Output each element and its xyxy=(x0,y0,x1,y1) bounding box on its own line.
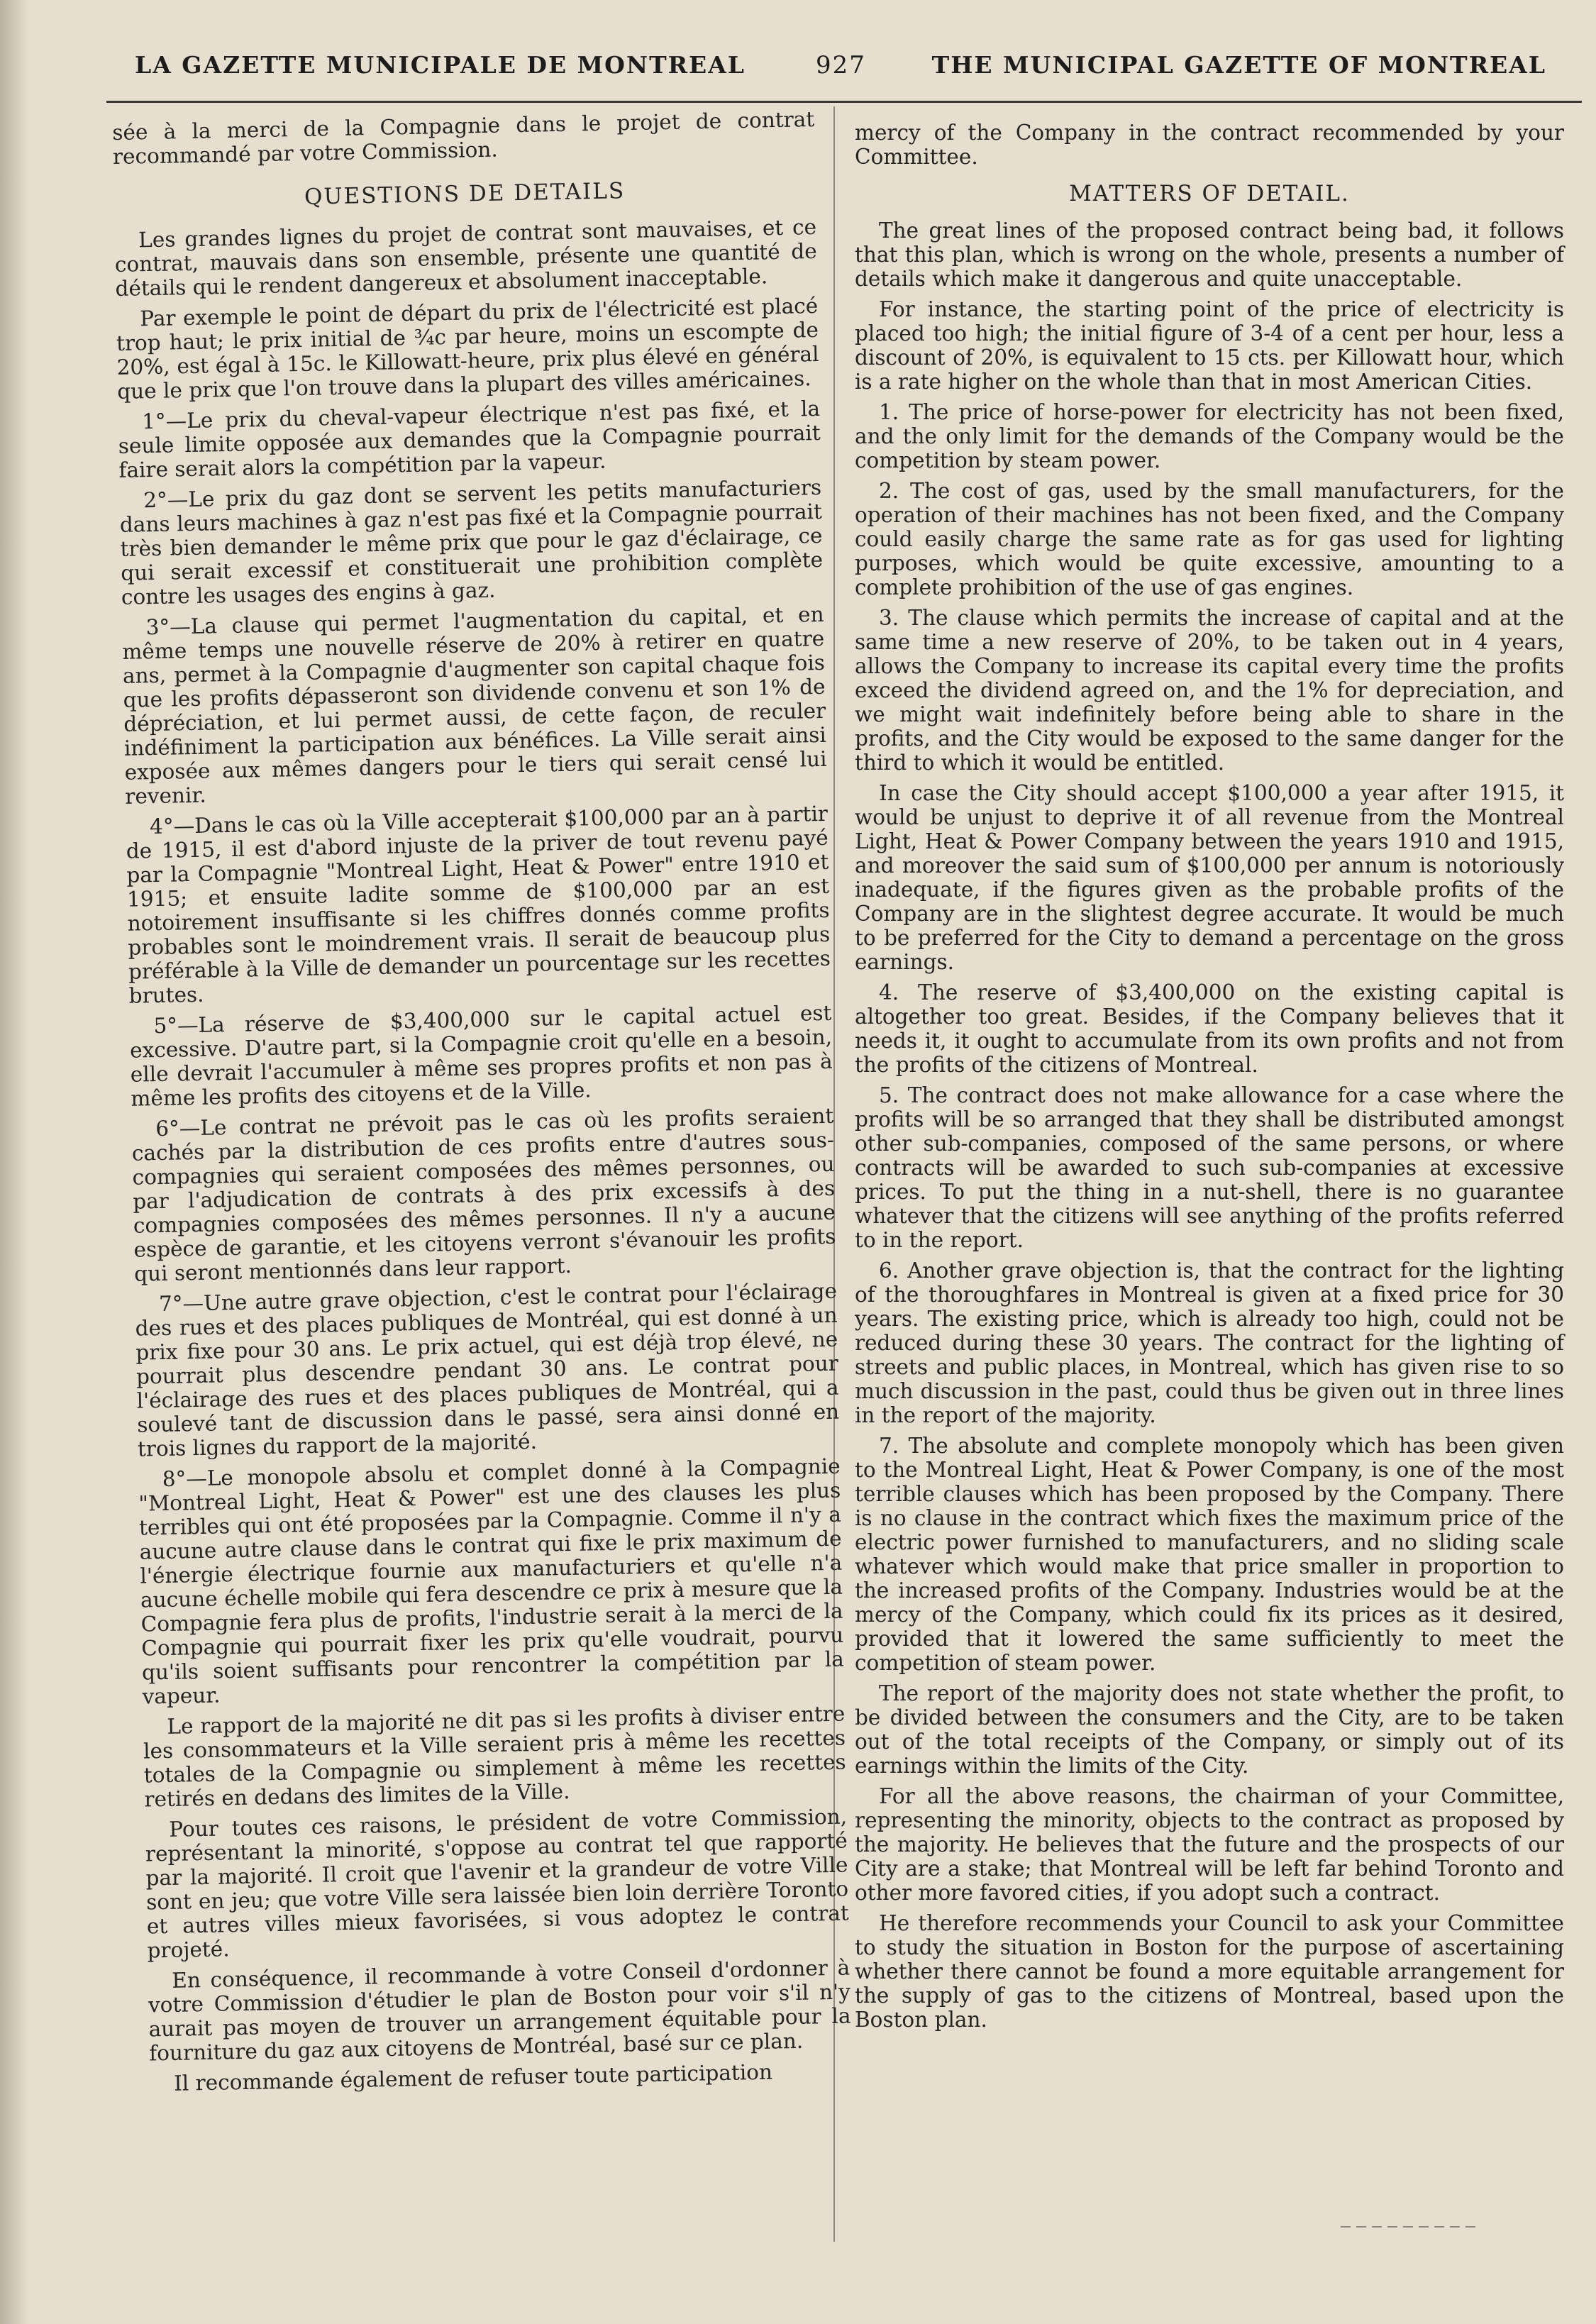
english-paragraph: 7. The absolute and complete monopoly which has been given to the Montreal Light, Heat & Power Company, is one of the most terrible clauses which has been proposed by the Company. There is no clause in the contract which fixes the maximum price of the electric power furnished to manufacturers, and no sliding scale whatever which would make that price smaller in proportion to the increased profits of the Company. Industries would be at the mercy of the Company, which could fix its prices as it desired, provided that it lowered the same sufficiently to meet the competition of steam power. xyxy=(855,1434,1564,1675)
page-header xyxy=(106,51,1561,94)
english-paragraph: 5. The contract does not make allowance for a case where the profits will be so arranged that they shall be distributed amongst other sub-companies, composed of the same persons, or where contracts will be awarded to such sub-companies at excessive prices. To put the thing in a nut-shell, there is no guarantee whatever that the citizens will see anything of the profits referred to in the report. xyxy=(855,1083,1564,1252)
french-heading: QUESTIONS DE DETAILS xyxy=(304,178,626,210)
french-paragraph: Le rapport de la majorité ne dit pas si les profits à diviser entre les consommateurs et la Ville seraient pris à même les recettes totales de la Compagnie ou simplement à même les recettes retirés en dedans des limites de la Ville. xyxy=(143,1701,846,1812)
english-paragraph: 1. The price of horse-power for electricity has not been fixed, and the only limit for the demands of the Company would be the competition by steam power. xyxy=(855,400,1564,472)
french-paragraph: 4°—Dans le cas où la Ville accepterait $100,000 par an à partir de 1915, il est d'abord injuste de la priver de tout revenu payé par la Compagnie "Montreal Light, Heat & Power" entre 1910 et 1915; et ensuite ladite somme de $100,000 par an est notoirement insuffisante si les chiffres donnés comme profits probables sont le moindrement vrais. Il serait de beaucoup plus préférable à la Ville de demander un pourcentage sur les recettes brutes. xyxy=(126,801,831,1008)
french-lead: sée à la merci de la Compagnie dans le projet de contrat recommandé par votre Commission. xyxy=(112,106,815,169)
french-paragraph: 8°—Le monopole absolu et complet donné à la Compagnie "Montreal Light, Heat & Power" est une des clauses les plus terribles qui ont été proposées par la Compagnie. Comme il n'y a aucune autre clause dans le contrat qui fixe le prix maximum de l'énergie électrique fournie aux manufacturiers et qu'elle n'a aucune échelle mobile qui fera descendre ce prix à mesure que la Compagnie fera plus de profits, l'industrie serait à la merci de la Compagnie qui pourrait fixer les prix qu'elle voudrait, pourvu qu'ils soient suffisants pour rencontrer la compétition par la vapeur. xyxy=(138,1454,845,1709)
bottom-rule xyxy=(1341,2226,1475,2228)
french-paragraph: 3°—La clause qui permet l'augmentation du capital, et en même temps une nouvelle réserve de 20% à retirer en quatre ans, permet à la Compagnie d'augmenter son capital chaque fois que les profits dépasseront son dividende convenu et son 1% de dépréciation, et lui permet aussi, de cette façon, de reculer indéfiniment la participation aux bénéfices. La Ville serait ainsi exposée aux mêmes dangers pour le tiers qui serait censé lui revenir. xyxy=(122,602,827,809)
french-paragraph: 7°—Une autre grave objection, c'est le contrat pour l'éclairage des rues et des places publiques de Montréal, qui est donné à un prix fixe pour 30 ans. Le prix actuel, qui est déjà trop élevé, ne pourrait plus descendre pendant 30 ans. Le contrat pour l'éclairage des rues et des places publiques de Montréal, qui a soulevé tant de discussion dans le passé, sera ainsi donné en trois lignes du rapport de la majorité. xyxy=(135,1278,840,1461)
english-heading: MATTERS OF DETAIL. xyxy=(1069,181,1350,206)
english-paragraph: He therefore recommends your Council to ask your Committee to study the situation in Boston for the purpose of ascertaining whether there cannot be found a more equitable arrangement for the supply of gas to the citizens of Montreal, based upon the Boston plan. xyxy=(855,1911,1564,2032)
page-number: 927 xyxy=(816,51,866,79)
english-paragraph: For all the above reasons, the chairman of your Committee, representing the minority, objects to the contract as proposed by the majority. He believes that the future and the prospects of our City are a stake; that Montreal will be left far behind Toronto and other more favored cities, if you adopt such a contract. xyxy=(855,1784,1564,1905)
french-paragraph: 2°—Le prix du gaz dont se servent les petits manufacturiers dans leurs machines à gaz n'est pas fixé et la Compagnie pourrait très bien demander le même prix que pour le gaz d'éclairage, ce qui serait excessif et constituerait une prohibition complète contre les usages des engins à gaz. xyxy=(119,475,824,609)
english-column xyxy=(855,121,1564,2038)
french-paragraph: Par exemple le point de départ du prix de l'électricité est placé trop haut; le prix initial de ¾c par heure, moins un escompte de 20%, est égal à 15c. le Killowatt-heure, prix plus élevé en général que le prix que l'on trouve dans la plupart des villes américaines. xyxy=(116,293,819,404)
binding-shadow xyxy=(0,0,28,2324)
english-paragraph: For instance, the starting point of the price of electricity is placed too high; the initial figure of 3-4 of a cent per hour, less a discount of 20%, is equivalent to 15 cts. per Killowatt hour, which is a rate higher on the whole than that in most American Cities. xyxy=(855,297,1564,394)
english-paragraph: 2. The cost of gas, used by the small manufacturers, for the operation of their machines has not been fixed, and the Company could easily charge the same rate as for gas used for lighting purposes, which would be quite excessive, amounting to a complete prohibition of the use of gas engines. xyxy=(855,479,1564,599)
header-english-title: THE MUNICIPAL GAZETTE OF MONTREAL xyxy=(931,51,1546,79)
french-paragraph: En conséquence, il recommande à votre Conseil d'ordonner à votre Commission d'étudier le plan de Boston pour voir s'il n'y aurait pas moyen de trouver un arrangement équitable pour la fourniture du gaz aux citoyens de Montréal, basé sur ce plan. xyxy=(148,1955,851,2066)
english-lead: mercy of the Company in the contract recommended by your Committee. xyxy=(855,121,1564,169)
english-paragraph: The report of the majority does not state whether the profit, to be divided between the consumers and the City, are to be taken out of the total receipts of the Company, or simply out of its earnings within the limits of the City. xyxy=(855,1681,1564,1778)
header-rule xyxy=(106,101,1582,103)
french-paragraph: 5°—La réserve de $3,400,000 sur le capital actuel est excessive. D'autre part, si la Compagnie croit qu'elle en a besoin, elle devrait l'accumuler à même ses propres profits et non pas à même les profits des citoyens et de la Ville. xyxy=(129,1000,833,1111)
french-paragraph: Les grandes lignes du projet de contrat sont mauvaises, et ce contrat, mauvais dans son ensemble, présente une quantité de détails qui le rendent dangereux et absolument inacceptable. xyxy=(114,214,818,301)
french-column xyxy=(112,107,852,2102)
french-paragraph: 1°—Le prix du cheval-vapeur électrique n'est pas fixé, et la seule limite opposée aux demandes que la Compagnie pourrait faire serait alors la compétition par la vapeur. xyxy=(118,396,821,482)
header-french-title: LA GAZETTE MUNICIPALE DE MONTREAL xyxy=(135,51,746,79)
english-paragraph: In case the City should accept $100,000 a year after 1915, it would be unjust to deprive it of all revenue from the Montreal Light, Heat & Power Company between the years 1910 and 1915, and moreover the said sum of $100,000 per annum is notoriously inadequate, if the figures given as the probable profits of the Company are in the slightest degree accurate. It would be much to be preferred for the City to demand a percentage on the gross earnings. xyxy=(855,781,1564,974)
english-paragraph: 3. The clause which permits the increase of capital and at the same time a new reserve of 20%, to be taken out in 4 years, allows the Company to increase its capital every time the profits exceed the dividend agreed on, and the 1% for depreciation, and we might wait indefinitely before being able to share in the profits, and the City would be exposed to the same danger for the third to which it would be entitled. xyxy=(855,606,1564,775)
english-paragraph: 6. Another grave objection is, that the contract for the lighting of the thoroughfares in Montreal is given at a fixed price for 30 years. The existing price, which is already too high, could not be reduced during these 30 years. The contract for the lighting of streets and public places, in Montreal, which has given rise to so much discussion in the past, could thus be given out in three lines in the report of the majority. xyxy=(855,1258,1564,1427)
french-paragraph: Il recommande également de refuser toute participation xyxy=(173,2059,773,2096)
french-paragraph: 6°—Le contrat ne prévoit pas le cas où les profits seraient cachés par la distribution de ces profits entre d'autres sous-compagnies qui seraient composées des mêmes personnes, ou par l'adjudication de contrats à des prix excessifs à des compagnies composées des mêmes personnes. Il n'y a aucune espèce de garantie, et les citoyens verront s'évanouir les profits qui seront mentionnés dans leur rapport. xyxy=(131,1103,836,1286)
french-paragraph: Pour toutes ces raisons, le président de votre Commission, représentant la minorité, s'oppose au contrat tel que rapporté par la majorité. Il croit que l'avenir et la grandeur de votre Ville sont en jeu; que votre Ville sera laissée bien loin derrière Toronto et autres villes mieux favorisées, si vous adoptez le contrat projeté. xyxy=(145,1804,850,1963)
english-paragraph: The great lines of the proposed contract being bad, it follows that this plan, which is wrong on the whole, presents a number of details which make it dangerous and quite unacceptable. xyxy=(855,218,1564,291)
english-paragraph: 4. The reserve of $3,400,000 on the existing capital is altogether too great. Besides, if the Company believes that it needs it, it ought to accumulate from its own profits and not from the profits of the citizens of Montreal. xyxy=(855,980,1564,1077)
